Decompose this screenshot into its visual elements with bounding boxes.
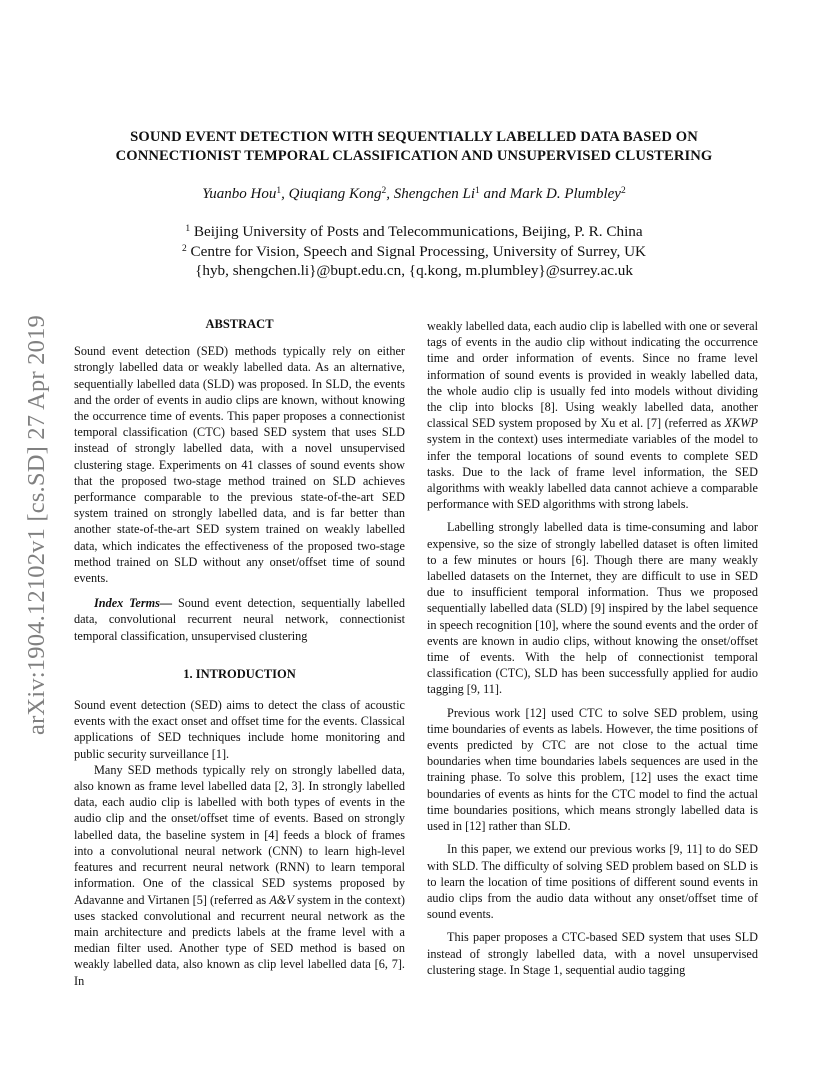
intro-paragraph-1: Sound event detection (SED) aims to detect the class of acoustic events with the exact onset and offset time for the events. Classical applications of SED techniques include home monitoring and public security surveillance [1].: [74, 698, 405, 761]
index-terms: [74, 595, 405, 644]
left-column: [74, 316, 405, 989]
title-line-2: CONNECTIONIST TEMPORAL CLASSIFICATION AND UNSUPERVISED CLUSTERING: [115, 148, 713, 164]
abstract-heading: ABSTRACT: [205, 317, 274, 331]
intro-paragraph-3: Labelling strongly labelled data is time-consuming and labor expensive, so the size of strongly labelled dataset is often limited to a few minutes or hours [6]. Though there are many weakly labelled datasets on the Internet, they are difficult to use in SED due to insufficient temporal information. Thus we proposed sequentially labelled data (SLD) [9] inspired by the label sequence in speech recognition [10], where the sound events and the order of events are known in audio clips, without knowing the onset/offset time of events. With the help of connectionist temporal classification (CTC), SLD has been successfully applied for audio tagging [9, 11].: [427, 520, 758, 697]
intro-paragraph-2: [74, 762, 405, 989]
author-4-affil: 2: [620, 186, 626, 196]
affiliation-1: [60, 222, 768, 242]
right-column: [427, 318, 758, 978]
author-2: Qiuqiang Kong: [288, 186, 382, 202]
intro-paragraph-5: In this paper, we extend our previous works [9, 11] to do SED with SLD. The difficulty of solving SED problem based on SLD is to learn the location of time positions of different sound events in audio clips from the audio data without any onset/offset time of sound events.: [427, 842, 758, 922]
arxiv-identifier: arXiv:1904.12102v1 [cs.SD] 27 Apr 2019: [23, 315, 50, 735]
introduction-heading: 1. INTRODUCTION: [183, 666, 296, 681]
affiliation-2-marker: 2: [181, 243, 187, 254]
affiliations: [60, 222, 768, 281]
arxiv-stamp: [22, 290, 52, 760]
paper-title: [60, 128, 768, 166]
author-2-affil: 2: [381, 186, 387, 196]
author-3: Shengchen Li: [393, 186, 475, 202]
intro-paragraph-2-text: system in the context) uses stacked convolutional and recurrent neural network as the main architecture and predicts labels at the frame level with a median filter used. Another type of SED method is based on weakly labelled data, also known as clip level labelled data [6, 7]. In: [74, 892, 405, 988]
author-separator: ,: [386, 186, 394, 202]
author-1-affil: 1: [276, 186, 282, 196]
author-3-affil: 1: [475, 186, 480, 196]
paragraph-text: system in the context) uses intermediate variables of the model to infer the temporal locations of sound events to complete SED tasks. Due to the lack of frame level information, the SED algorithms with weakly labelled data cannot achieve a comparable performance with SED algorithms with strong labels.: [427, 432, 758, 512]
author-separator: and: [479, 186, 510, 202]
system-name: A&V: [269, 892, 294, 907]
affiliation-1-marker: 1: [185, 224, 191, 234]
intro-paragraph-2-text: Many SED methods typically rely on strongly labelled data, also known as frame level labelled data [2, 3]. In strongly labelled data, each audio clip is labelled with both types of events in the audio clip and the onset/offset time of events. Based on strongly labelled data, the baseline system in [4] feeds a block of frames into a convolutional neural network (CNN) to learn high-level features and recurrent neural network (RNN) to learn temporal information. One of the classical SED systems proposed by Adavanne and Virtanen [5] (referred as: [74, 762, 405, 907]
author-emails: {hyb, shengchen.li}@bupt.edu.cn, {q.kong, m.plumbley}@surrey.ac.uk: [195, 262, 633, 279]
paragraph-text: weakly labelled data, each audio clip is labelled with one or several tags of events in the audio clip without indicating the occurrence time and order information of events. Since no frame level information of sound events is provided in weakly labelled data, the whole audio clip is usually fed into models without dividing the clip into blocks [8]. Using weakly labelled data, another classical SED system proposed by Xu et al. [7] (referred as: [427, 319, 758, 431]
author-1: Yuanbo Hou: [202, 186, 277, 202]
title-line-1: SOUND EVENT DETECTION WITH SEQUENTIALLY LABELLED DATA BASED ON: [130, 129, 698, 145]
author-list: [60, 185, 768, 204]
system-name: XKWP: [724, 416, 758, 431]
intro-paragraph-2-continued: [427, 318, 758, 512]
abstract-body: Sound event detection (SED) methods typically rely on either strongly labelled data or weakly labelled data. As an alternative, sequentially labelled data (SLD) was proposed. In SLD, the events and the order of events in audio clips are known, without knowing the occurrence time of events. This paper proposes a connectionist temporal classification (CTC) based SED system that uses SLD instead of strongly labelled data, with a novel unsupervised clustering stage. Experiments on 41 classes of sound events show that the proposed two-stage method trained on SLD achieves performance comparable to the previous state-of-the-art SED system trained on strongly labelled data, and is far better than another state-of-the-art SED system trained on weakly labelled data, which indicates the effectiveness of the proposed two-stage method trained on SLD without any onset/offset time of sound events.: [74, 344, 405, 586]
intro-paragraph-4: Previous work [12] used CTC to solve SED problem, using time boundaries of events as labels. However, the time positions of events predicted by CTC are not close to the actual time boundaries when time boundaries labels sequences are used in the training phase. To solve this problem, [12] uses the exact time boundaries of events as hints for the CTC model to find the actual time boundaries positions, which means strongly labelled data is used in [12] rather than SLD.: [427, 705, 758, 834]
index-terms-body: Sound event detection, sequentially labelled data, convolutional recurrent neural network, connectionist temporal classification, unsupervised clustering: [74, 596, 405, 643]
author-4: Mark D. Plumbley: [509, 186, 621, 202]
affiliation-2-text: Centre for Vision, Speech and Signal Processing, University of Surrey, UK: [186, 242, 647, 260]
author-separator: ,: [281, 186, 289, 202]
intro-paragraph-6: This paper proposes a CTC-based SED system that uses SLD instead of strongly labelled data, with a novel unsupervised clustering stage. In Stage 1, sequential audio tagging: [427, 930, 758, 977]
affiliation-2: [60, 242, 768, 262]
index-terms-label: Index Terms—: [94, 596, 173, 611]
affiliation-1-text: Beijing University of Posts and Telecommunications, Beijing, P. R. China: [190, 223, 643, 240]
